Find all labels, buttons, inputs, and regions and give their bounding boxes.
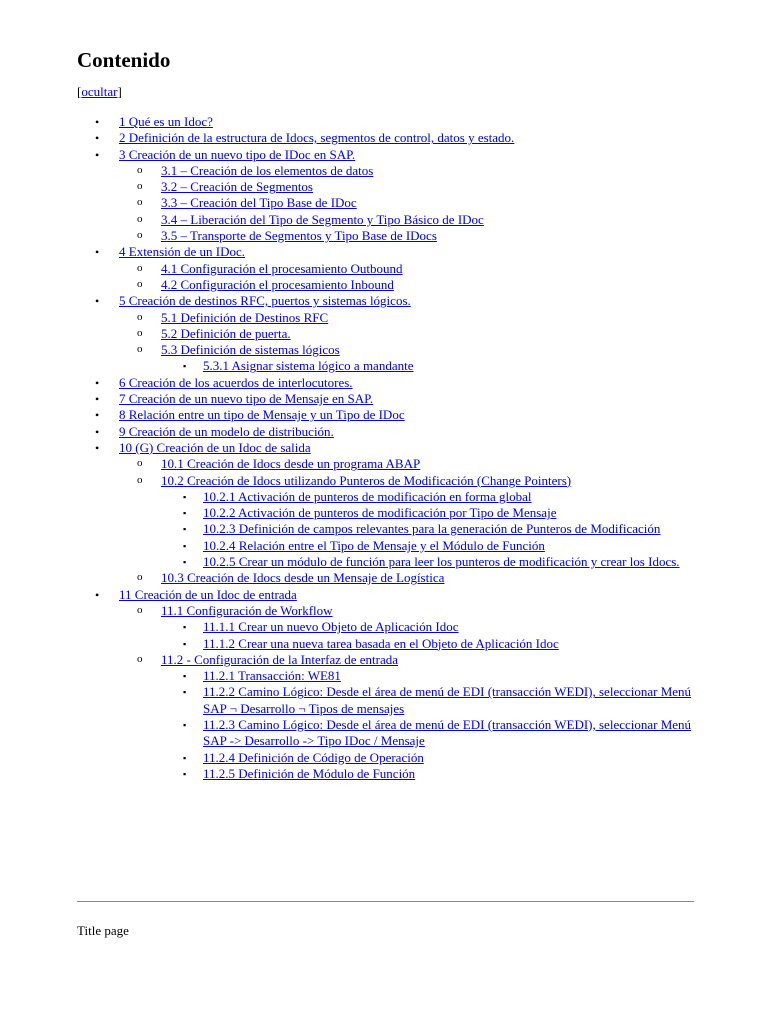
toc-item-level-3 bbox=[161, 505, 694, 521]
page-title: Contenido bbox=[77, 48, 171, 72]
toc-item-level-3 bbox=[161, 684, 694, 717]
toc-item-level-2 bbox=[119, 163, 694, 179]
toc-link[interactable]: 8 Relación entre un tipo de Mensaje y un Tipo de IDoc bbox=[119, 407, 405, 423]
toc-link[interactable]: 4.2 Configuración el procesamiento Inbound bbox=[161, 276, 394, 292]
toc-link[interactable]: 3.4 – Liberación del Tipo de Segmento y Tipo Básico de IDoc bbox=[161, 211, 484, 227]
toc-item-level-2 bbox=[119, 342, 694, 375]
toc-sublist bbox=[161, 668, 694, 782]
toc-link[interactable]: 11.2.4 Definición de Código de Operación bbox=[203, 749, 424, 765]
toc-container bbox=[77, 46, 694, 782]
toc-item-level-2 bbox=[119, 195, 694, 211]
toc-link[interactable]: 10.2.3 Definición de campos relevantes para la generación de Punteros de Modificación bbox=[203, 521, 661, 537]
toc-link[interactable]: 1 Qué es un Idoc? bbox=[119, 114, 213, 129]
toc-link[interactable]: 11.2.3 Camino Lógico: Desde el área de menú de EDI (transacción WEDI), seleccionar Menú SAP -> Desarrollo -> Tipo IDoc / Mensaje bbox=[203, 716, 692, 749]
toc-item-level-1 bbox=[77, 293, 694, 374]
toggle-open-bracket: [ bbox=[77, 84, 82, 99]
toc-link[interactable]: 3 Creación de un nuevo tipo de IDoc en SAP. bbox=[119, 146, 356, 162]
toc-item-level-2 bbox=[119, 570, 694, 586]
toc-link[interactable]: 5.3.1 Asignar sistema lógico a mandante bbox=[203, 358, 414, 374]
toc-link[interactable]: 11.2.1 Transacción: WE81 bbox=[203, 668, 341, 684]
toc-item-level-3 bbox=[161, 717, 694, 750]
toc-sublist bbox=[119, 310, 694, 375]
toc-link[interactable]: 11.2.2 Camino Lógico: Desde el área de menú de EDI (transacción WEDI), seleccionar Menú SAP ¬ Desarrollo ¬ Tipos de mensajes bbox=[203, 684, 692, 716]
toc-link[interactable]: 5.2 Definición de puerta. bbox=[161, 325, 291, 341]
toc-item-level-2 bbox=[119, 310, 694, 326]
toc-link[interactable]: 3.2 – Creación de Segmentos bbox=[161, 179, 313, 195]
toc-link[interactable]: 10.3 Creación de Idocs desde un Mensaje de Logística bbox=[161, 570, 445, 586]
toc-sublist bbox=[119, 261, 694, 294]
toc-item-level-3 bbox=[161, 489, 694, 505]
toc-item-level-1 bbox=[77, 587, 694, 783]
hide-toc-link[interactable]: ocultar bbox=[81, 84, 118, 99]
toc-item-level-3 bbox=[161, 668, 694, 684]
toc-list bbox=[77, 114, 694, 782]
toc-item-level-3 bbox=[161, 521, 694, 537]
toc-item-level-1 bbox=[77, 424, 694, 440]
toc-item-level-1 bbox=[77, 375, 694, 391]
toc-item-level-2 bbox=[119, 228, 694, 244]
toc-link[interactable]: 11 Creación de un Idoc de entrada bbox=[119, 586, 297, 602]
toc-link[interactable]: 3.3 – Creación del Tipo Base de IDoc bbox=[161, 195, 357, 211]
footer-title-page: Title page bbox=[77, 923, 129, 938]
toc-link[interactable]: 4 Extensión de un IDoc. bbox=[119, 244, 246, 260]
toc-item-level-1 bbox=[77, 114, 694, 130]
toc-link[interactable]: 3.5 – Transporte de Segmentos y Tipo Base de IDocs bbox=[161, 228, 437, 244]
toc-sublist bbox=[119, 603, 694, 782]
toc-link[interactable]: 11.2.5 Definición de Módulo de Función bbox=[203, 765, 416, 781]
toc-link[interactable]: 11.1.2 Crear una nueva tarea basada en el Objeto de Aplicación Idoc bbox=[203, 635, 559, 651]
toc-item-level-2 bbox=[119, 212, 694, 228]
toc-item-level-3 bbox=[161, 636, 694, 652]
toc-link[interactable]: 6 Creación de los acuerdos de interlocutores. bbox=[119, 374, 353, 390]
toc-link[interactable]: 2 Definición de la estructura de Idocs, segmentos de control, datos y estado. bbox=[119, 130, 515, 146]
toc-link[interactable]: 10.2.1 Activación de punteros de modificación en forma global bbox=[203, 488, 532, 504]
divider bbox=[77, 901, 694, 902]
toc-link[interactable]: 5 Creación de destinos RFC, puertos y sistemas lógicos. bbox=[119, 293, 411, 309]
toc-item-level-2 bbox=[119, 456, 694, 472]
toc-item-level-2 bbox=[119, 652, 694, 782]
toc-link[interactable]: 3.1 – Creación de los elementos de datos bbox=[161, 162, 374, 178]
toc-link[interactable]: 11.1 Configuración de Workflow bbox=[161, 602, 333, 618]
toc-item-level-1 bbox=[77, 244, 694, 293]
toc-sublist bbox=[119, 163, 694, 244]
toc-item-level-3 bbox=[161, 766, 694, 782]
toc-link[interactable]: 11.1.1 Crear un nuevo Objeto de Aplicación Idoc bbox=[203, 619, 459, 635]
toc-item-level-2 bbox=[119, 326, 694, 342]
toc-item-level-2 bbox=[119, 277, 694, 293]
toc-item-level-1 bbox=[77, 440, 694, 587]
toc-item-level-3 bbox=[161, 554, 694, 570]
toc-link[interactable]: 5.3 Definición de sistemas lógicos bbox=[161, 342, 340, 358]
toc-link[interactable]: 10.2 Creación de Idocs utilizando Punteros de Modificación (Change Pointers) bbox=[161, 472, 572, 488]
toc-link[interactable]: 10.2.4 Relación entre el Tipo de Mensaje y el Módulo de Función bbox=[203, 537, 545, 553]
toc-item-level-3 bbox=[161, 750, 694, 766]
toggle-wrapper bbox=[77, 84, 694, 100]
toc-item-level-1 bbox=[77, 147, 694, 245]
toggle-close-bracket: ] bbox=[117, 84, 122, 99]
toc-item-level-2 bbox=[119, 473, 694, 571]
toc-link[interactable]: 4.1 Configuración el procesamiento Outbound bbox=[161, 260, 403, 276]
toc-item-level-3 bbox=[161, 619, 694, 635]
toc-item-level-1 bbox=[77, 391, 694, 407]
toc-item-level-1 bbox=[77, 130, 694, 146]
toc-link[interactable]: 10.2.5 Crear un módulo de función para leer los punteros de modificación y crear los Idocs. bbox=[203, 554, 680, 570]
toc-link[interactable]: 10 (G) Creación de un Idoc de salida bbox=[119, 439, 311, 455]
toc-link[interactable]: 11.2 - Configuración de la Interfaz de entrada bbox=[161, 651, 399, 667]
toc-sublist bbox=[119, 456, 694, 586]
toc-item-level-2 bbox=[119, 261, 694, 277]
toc-sublist bbox=[161, 358, 694, 374]
toc-item-level-2 bbox=[119, 179, 694, 195]
toc-item-level-2 bbox=[119, 603, 694, 652]
toc-link[interactable]: 10.1 Creación de Idocs desde un programa ABAP bbox=[161, 456, 421, 472]
toc-item-level-1 bbox=[77, 407, 694, 423]
toc-sublist bbox=[161, 489, 694, 570]
toc-item-level-3 bbox=[161, 538, 694, 554]
toc-item-level-3 bbox=[161, 358, 694, 374]
toc-link[interactable]: 10.2.2 Activación de punteros de modificación por Tipo de Mensaje bbox=[203, 505, 557, 521]
toc-link[interactable]: 7 Creación de un nuevo tipo de Mensaje en SAP. bbox=[119, 391, 374, 407]
toc-link[interactable]: 9 Creación de un modelo de distribución. bbox=[119, 423, 334, 439]
toc-link[interactable]: 5.1 Definición de Destinos RFC bbox=[161, 309, 329, 325]
toc-sublist bbox=[161, 619, 694, 652]
